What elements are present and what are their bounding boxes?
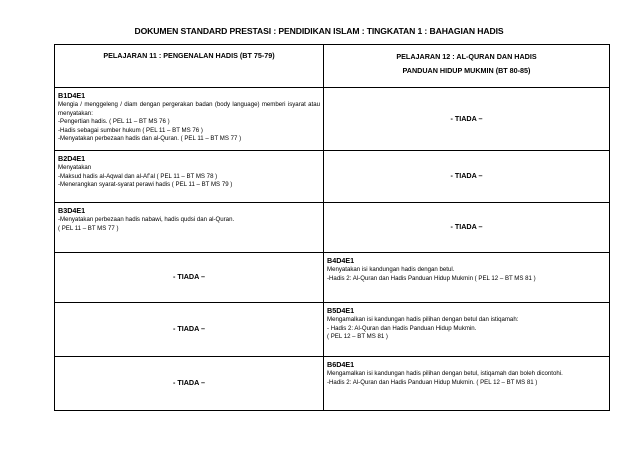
cell-b1d4e1 xyxy=(55,88,324,151)
header-right-line-2: PANDUAN HIDUP MUKMIN (BT 80-85) xyxy=(402,66,531,75)
table-row xyxy=(55,151,610,203)
standard-code: B4D4E1 xyxy=(327,256,355,265)
table-row xyxy=(55,357,610,411)
cell-line: -Menerangkan syarat-syarat perawi hadis ( PEL 11 – BT MS 79 ) xyxy=(58,181,233,189)
cell-line: Mengamalkan isi kandungan hadis pilihan dengan betul, istiqamah dan boleh dicontohi. xyxy=(327,370,563,377)
cell-line: -Menyatakan perbezaan hadis nabawi, hadis qudsi dan al-Quran. xyxy=(58,216,235,223)
standard-table xyxy=(54,44,610,411)
cell-b2d4e1 xyxy=(55,151,324,203)
table-row xyxy=(55,303,610,357)
standard-code: B1D4E1 xyxy=(58,91,86,100)
cell-line: - Hadis 2: Al-Quran dan Hadis Panduan Hidup Mukmin. xyxy=(327,324,477,332)
tiada-label: - TIADA – xyxy=(450,113,483,123)
cell-line: -Hadis 2: Al-Quran dan Hadis Panduan Hidup Mukmin. ( PEL 12 – BT MS 81 ) xyxy=(327,378,538,386)
cell-line: Menyatakan isi kandungan hadis dengan betul. xyxy=(327,266,455,273)
cell-tiada xyxy=(55,303,324,357)
cell-b6d4e1 xyxy=(324,357,610,411)
cell-tiada xyxy=(324,88,610,151)
cell-line: -Maksud hadis al-Aqwal dan al-Af’al ( PEL 11 – BT MS 78 ) xyxy=(58,172,218,180)
tiada-label: - TIADA – xyxy=(172,378,206,388)
cell-line: Mengia / menggeleng / diam dengan pergerakan badan (body language) memberi isyarat atau menyatakan: xyxy=(58,101,320,117)
cell-tiada xyxy=(55,357,324,411)
cell-tiada xyxy=(55,253,324,303)
cell-line: -Pengertian hadis. ( PEL 11 – BT MS 76 ) xyxy=(58,118,170,126)
tiada-label: - TIADA – xyxy=(450,222,483,232)
table-row xyxy=(55,88,610,151)
cell-line: Mengamalkan isi kandungan hadis pilihan dengan betul dan istiqamah: xyxy=(327,316,519,323)
cell-line: ( PEL 11 – BT MS 77 ) xyxy=(58,224,119,232)
header-pelajaran-12 xyxy=(324,45,610,88)
cell-b4d4e1 xyxy=(324,253,610,303)
header-right-line-1: PELAJARAN 12 : AL-QURAN DAN HADIS xyxy=(396,52,537,61)
standard-code: B3D4E1 xyxy=(58,206,86,215)
standard-code: B6D4E1 xyxy=(327,360,355,369)
cell-b3d4e1 xyxy=(55,203,324,253)
table-row xyxy=(55,203,610,253)
cell-line: ( PEL 12 – BT MS 81 ) xyxy=(327,333,388,341)
cell-line: -Hadis sebagai sumber hukum ( PEL 11 – BT MS 76 ) xyxy=(58,126,203,134)
header-row xyxy=(55,45,610,88)
cell-tiada xyxy=(324,203,610,253)
standard-code: B2D4E1 xyxy=(58,154,86,163)
header-pelajaran-11 xyxy=(55,45,324,88)
tiada-label: - TIADA – xyxy=(172,272,206,282)
tiada-label: - TIADA – xyxy=(172,324,206,334)
header-left-label: PELAJARAN 11 : PENGENALAN HADIS (BT 75-79) xyxy=(103,51,275,60)
table-row xyxy=(55,253,610,303)
cell-b5d4e1 xyxy=(324,303,610,357)
tiada-label: - TIADA – xyxy=(450,171,483,181)
standard-code: B5D4E1 xyxy=(327,306,355,315)
cell-line: -Menyatakan perbezaan hadis dan al-Quran. ( PEL 11 – BT MS 77 ) xyxy=(58,135,242,143)
document-title: DOKUMEN STANDARD PRESTASI : PENDIDIKAN ISLAM : TINGKATAN 1 : BAHAGIAN HADIS xyxy=(134,26,504,36)
cell-tiada xyxy=(324,151,610,203)
cell-line: -Hadis 2: Al-Quran dan Hadis Panduan Hidup Mukmin ( PEL 12 – BT MS 81 ) xyxy=(327,274,536,282)
cell-line: Menyatakan xyxy=(58,164,92,171)
